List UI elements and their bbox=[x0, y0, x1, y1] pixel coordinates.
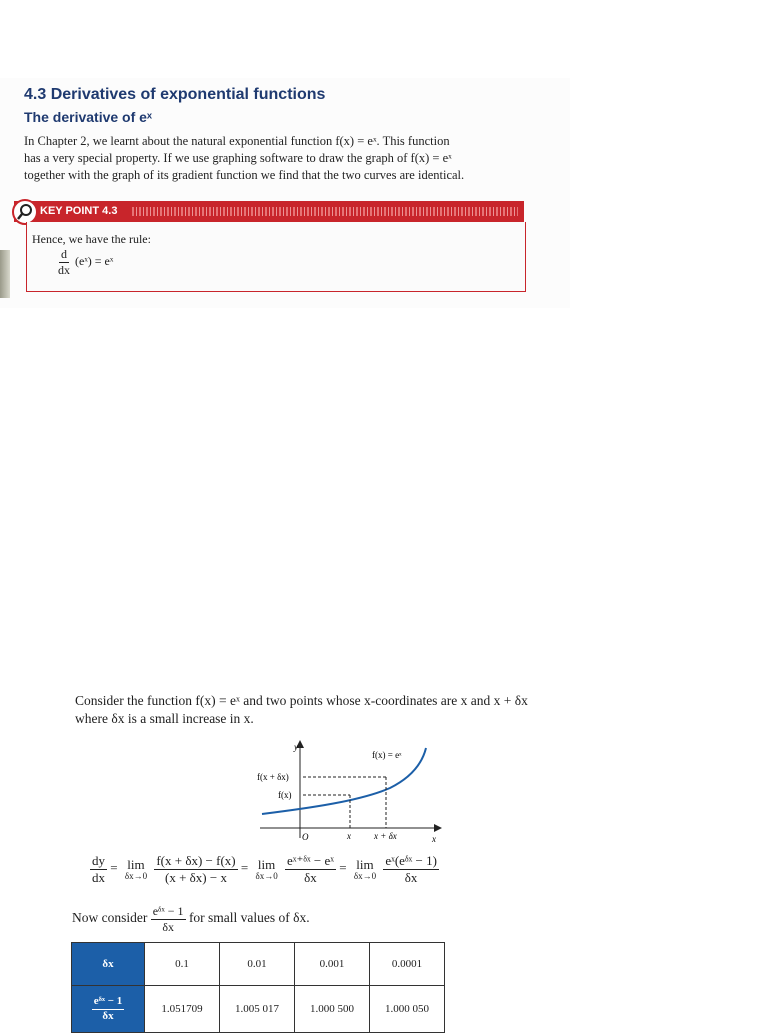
consider-frac-num: eᵟˣ − 1 bbox=[152, 904, 184, 918]
consider-prefix: Now consider bbox=[72, 910, 148, 926]
page2-line-1: Consider the function f(x) = eˣ and two points whose x-coordinates are x and x + δx bbox=[75, 693, 528, 708]
banner-decoration bbox=[132, 207, 518, 216]
table-row bbox=[72, 986, 445, 1033]
frac1-den: (x + δx) − x bbox=[165, 869, 227, 885]
frac2-den: δx bbox=[304, 869, 317, 885]
values-table bbox=[71, 942, 445, 1033]
table-cell: 0.01 bbox=[220, 943, 295, 986]
row2-header-den: δx bbox=[102, 1009, 114, 1022]
table-cell: 1.000 050 bbox=[370, 986, 445, 1033]
equals-2: = bbox=[240, 860, 249, 876]
origin-label: O bbox=[302, 832, 309, 842]
lim-sub-1: δx→0 bbox=[124, 870, 148, 881]
lim-sub-2: δx→0 bbox=[255, 870, 278, 881]
key-point-label: KEY POINT 4.3 bbox=[40, 205, 118, 217]
frac3-num: eˣ(eᵟˣ − 1) bbox=[385, 853, 437, 868]
paragraph-line-1: In Chapter 2, we learnt about the natural exponential function f(x) = eˣ. This function bbox=[24, 134, 450, 148]
derivative-derivation bbox=[90, 854, 439, 884]
tick-x: x bbox=[347, 831, 351, 841]
consider-frac-den: δx bbox=[162, 919, 174, 934]
paragraph-line-2: has a very special property. If we use graphing software to draw the graph of f(x) = eˣ bbox=[24, 151, 452, 165]
lim-1: lim bbox=[127, 856, 145, 872]
tick-x-dx: x + δx bbox=[374, 831, 397, 841]
rule-num: d bbox=[61, 247, 67, 261]
rule-rest: (eˣ) = eˣ bbox=[75, 253, 114, 268]
scan-edge bbox=[0, 250, 10, 298]
fx-dx-label: f(x + δx) bbox=[257, 772, 289, 782]
table-cell: 1.051709 bbox=[145, 986, 220, 1033]
x-axis-label: x bbox=[432, 834, 436, 844]
equals-1: = bbox=[110, 860, 118, 876]
section-title: 4.3 Derivatives of exponential functions bbox=[24, 86, 326, 103]
lim-3: lim bbox=[356, 856, 374, 872]
lim-2: lim bbox=[257, 856, 276, 872]
page2-line-2: where δx is a small increase in x. bbox=[75, 711, 254, 726]
lim-sub-3: δx→0 bbox=[353, 870, 377, 881]
key-point-text: Hence, we have the rule: bbox=[32, 232, 151, 246]
key-point-rule bbox=[56, 248, 113, 276]
row2-header-num: eᵟˣ − 1 bbox=[92, 996, 125, 1010]
row2-header bbox=[72, 986, 145, 1033]
curve-label: f(x) = eˣ bbox=[372, 750, 402, 760]
table-cell: 0.1 bbox=[145, 943, 220, 986]
consider-line bbox=[72, 905, 310, 933]
paragraph-line-3: together with the graph of its gradient function we find that the two curves are identical. bbox=[24, 168, 465, 182]
dy: dy bbox=[92, 853, 105, 868]
fx-label: f(x) bbox=[278, 790, 292, 800]
equals-3: = bbox=[339, 860, 347, 876]
exponential-graph bbox=[250, 738, 450, 848]
table-cell: 1.000 500 bbox=[295, 986, 370, 1033]
table-cell: 1.005 017 bbox=[220, 986, 295, 1033]
y-axis-label: y bbox=[294, 742, 298, 752]
rule-den: dx bbox=[58, 262, 70, 277]
frac1-num: f(x + δx) − f(x) bbox=[156, 853, 236, 868]
frac3-den: δx bbox=[404, 869, 418, 885]
key-point-banner bbox=[14, 201, 524, 222]
dx: dx bbox=[92, 869, 105, 885]
table-row bbox=[72, 943, 445, 986]
consider-suffix: for small values of δx. bbox=[188, 910, 310, 926]
row1-header: δx bbox=[72, 943, 145, 986]
subsection-title: The derivative of eˣ bbox=[24, 109, 153, 125]
frac2-num: eˣ⁺ᵟˣ − eˣ bbox=[286, 853, 334, 868]
table-cell: 0.001 bbox=[295, 943, 370, 986]
table-cell: 0.0001 bbox=[370, 943, 445, 986]
